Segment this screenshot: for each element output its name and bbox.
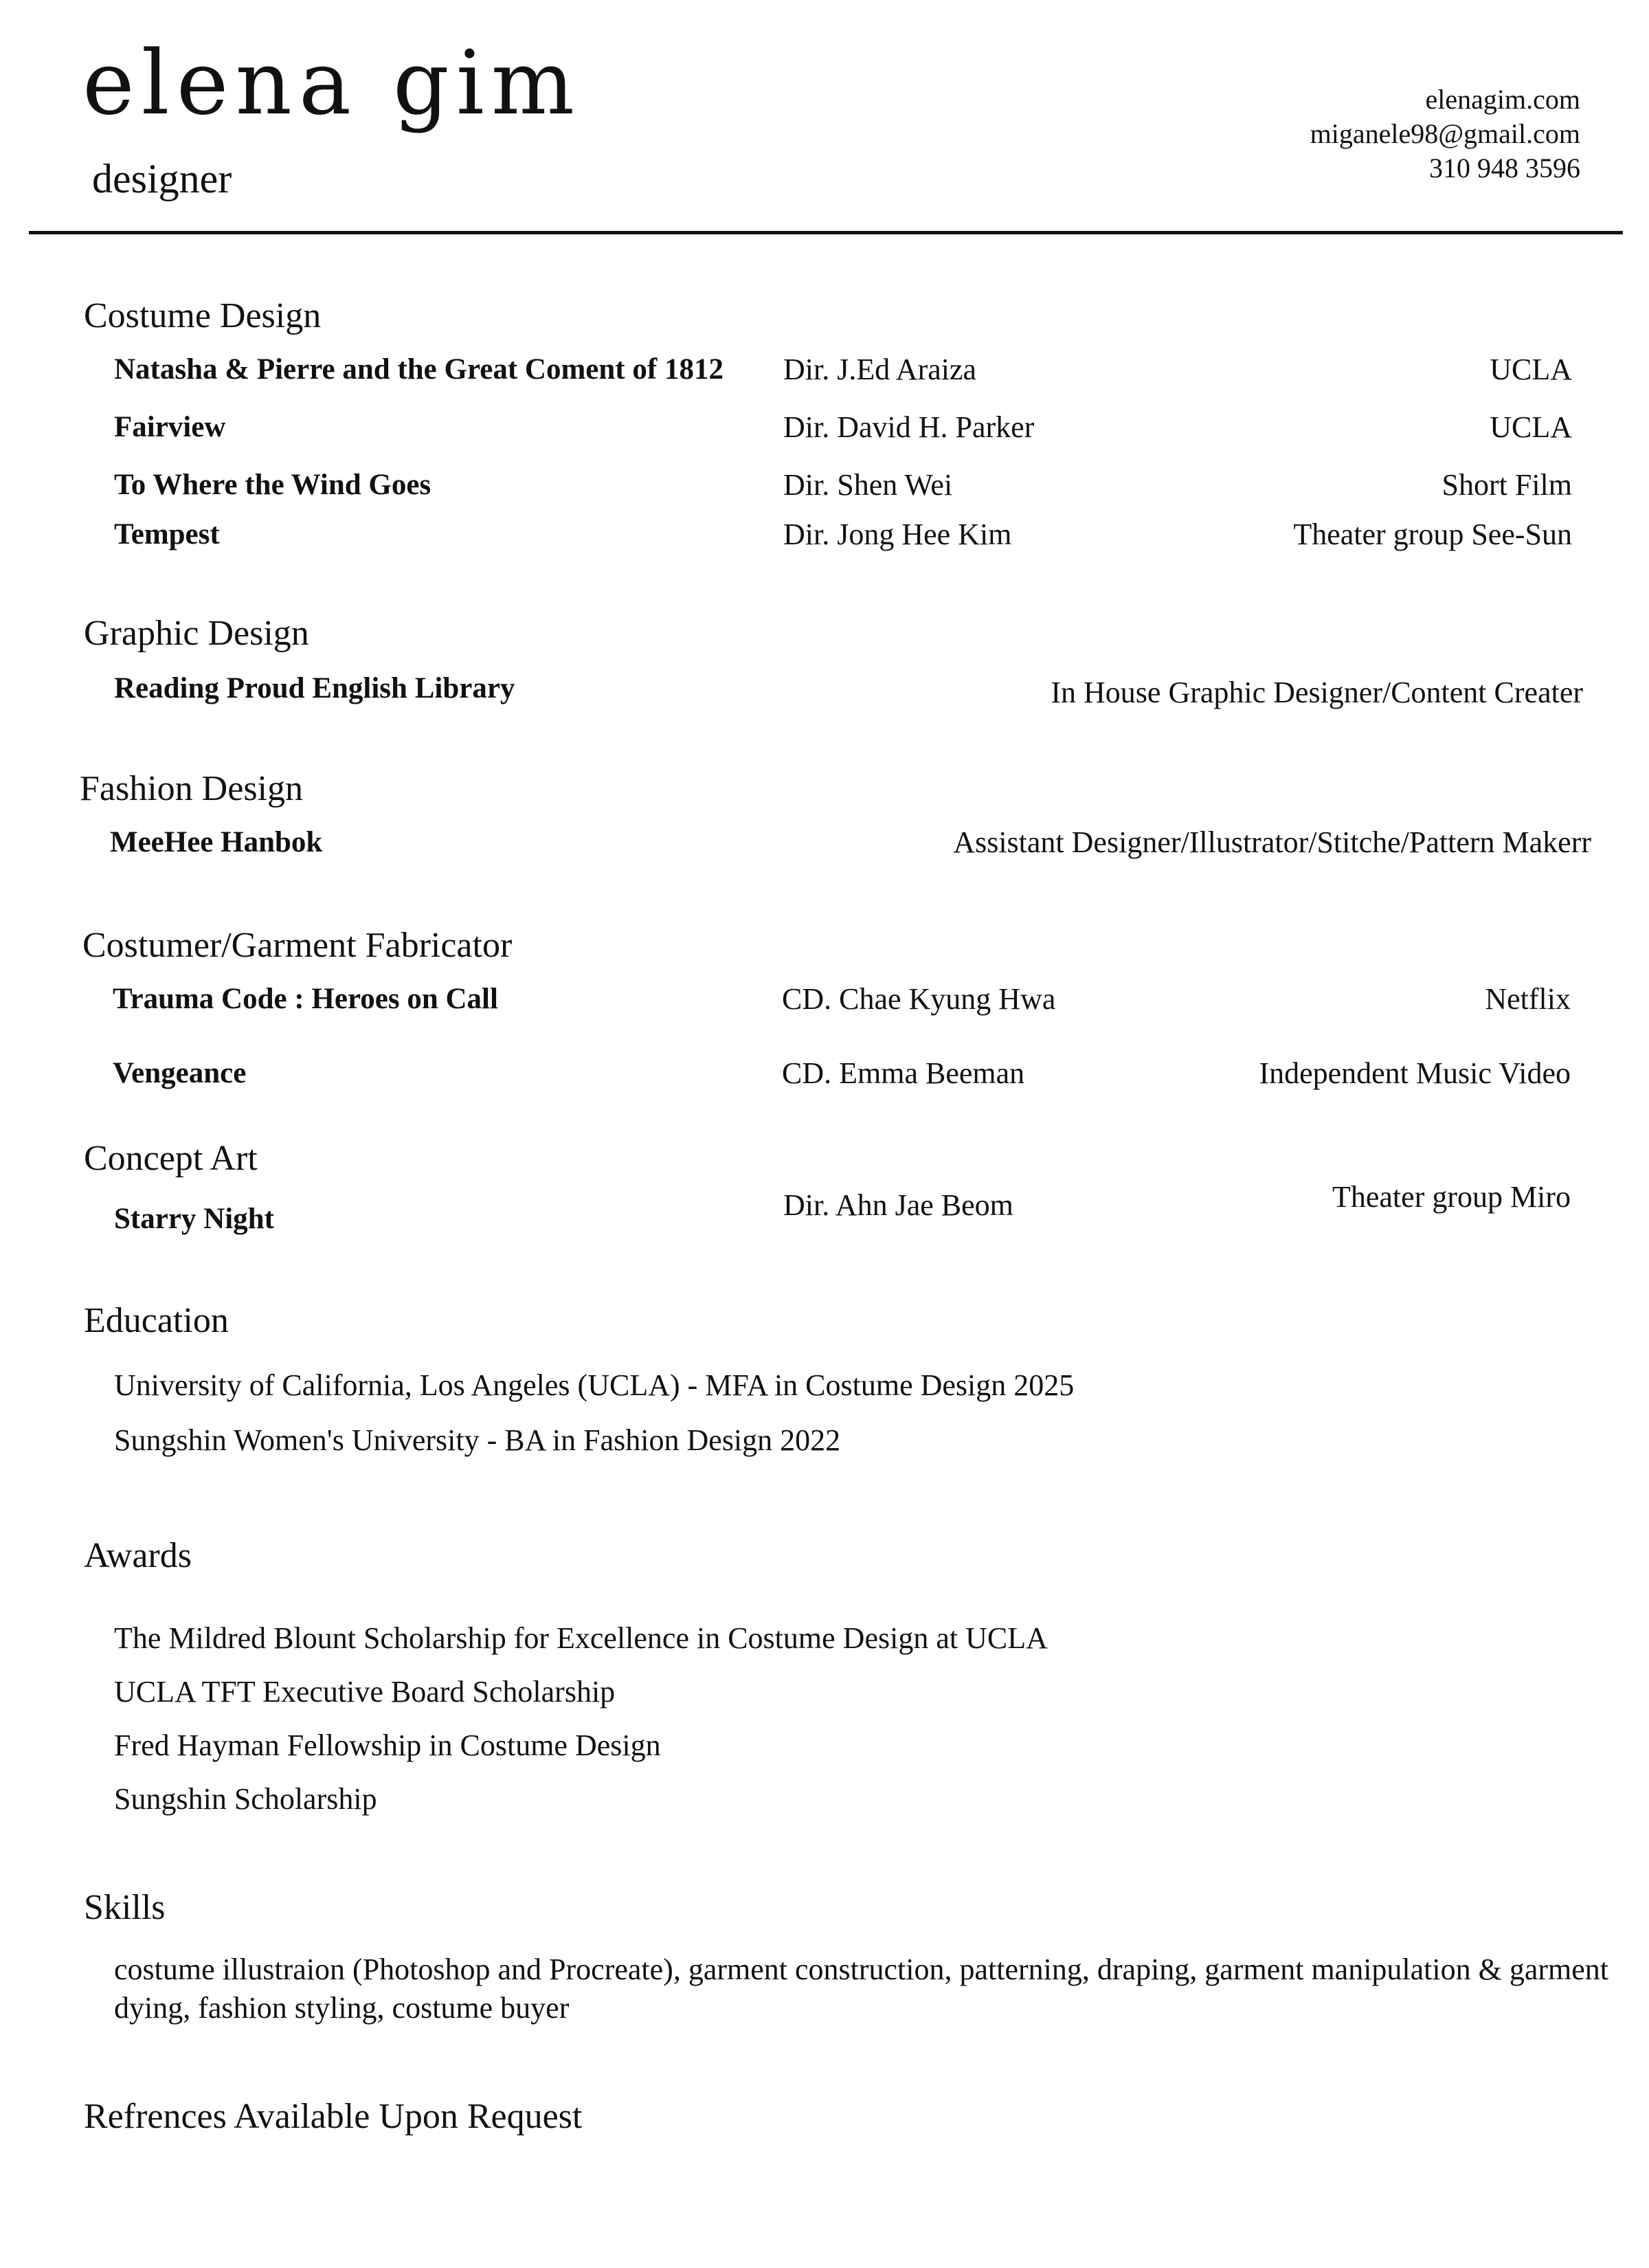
concept-art-heading: Concept Art bbox=[84, 1139, 258, 1178]
costume-row-org: Short Film bbox=[1442, 468, 1572, 502]
skills-heading: Skills bbox=[84, 1888, 166, 1927]
skills-text: costume illustraion (Photoshop and Procreate), garment construction, patterning, draping, garment manipulation & garment dying, fashion styling, costume buyer bbox=[114, 1953, 1609, 2025]
concept-art-title: Starry Night bbox=[114, 1203, 274, 1235]
costume-row-director: Dir. J.Ed Araiza bbox=[783, 353, 977, 386]
awards-heading: Awards bbox=[84, 1536, 192, 1575]
fabricator-heading: Costumer/Garment Fabricator bbox=[82, 926, 513, 965]
fabricator-row-org: Netflix bbox=[1485, 982, 1571, 1016]
fashion-design-heading: Fashion Design bbox=[80, 769, 303, 808]
award-item: The Mildred Blount Scholarship for Excellence in Costume Design at UCLA bbox=[114, 1621, 1048, 1655]
fashion-design-title: MeeHee Hanbok bbox=[110, 826, 323, 858]
costume-row-org: UCLA bbox=[1490, 410, 1572, 444]
fabricator-row-director: CD. Emma Beeman bbox=[782, 1056, 1025, 1090]
graphic-design-heading: Graphic Design bbox=[84, 614, 309, 653]
costume-row-title: Natasha & Pierre and the Great Coment of 1812 bbox=[114, 353, 723, 386]
graphic-design-title: Reading Proud English Library bbox=[114, 672, 515, 704]
costume-row-org: Theater group See-Sun bbox=[1293, 518, 1572, 551]
costume-row-org: UCLA bbox=[1490, 353, 1572, 386]
fabricator-row-org: Independent Music Video bbox=[1259, 1056, 1571, 1090]
fabricator-row-title: Vengeance bbox=[113, 1057, 247, 1089]
fabricator-row-title: Trauma Code : Heroes on Call bbox=[113, 983, 498, 1015]
award-item: UCLA TFT Executive Board Scholarship bbox=[114, 1675, 616, 1709]
award-item: Sungshin Scholarship bbox=[114, 1782, 377, 1816]
references-note: Refrences Available Upon Request bbox=[84, 2097, 583, 2136]
name-heading: elena gim bbox=[82, 32, 582, 135]
costume-row-director: Dir. Jong Hee Kim bbox=[783, 518, 1012, 551]
header-divider bbox=[29, 231, 1623, 234]
costume-row-title: Tempest bbox=[114, 518, 220, 551]
phone-text: 310 948 3596 bbox=[1429, 153, 1580, 184]
costume-row-title: Fairview bbox=[114, 411, 226, 443]
costume-design-heading: Costume Design bbox=[84, 296, 322, 335]
fashion-design-position: Assistant Designer/Illustrator/Stitche/Pattern Makerr bbox=[953, 825, 1591, 859]
award-item: Fred Hayman Fellowship in Costume Design bbox=[114, 1728, 661, 1762]
graphic-design-position: In House Graphic Designer/Content Creater bbox=[1051, 676, 1583, 709]
costume-row-title: To Where the Wind Goes bbox=[114, 469, 431, 501]
concept-art-org: Theater group Miro bbox=[1332, 1180, 1571, 1214]
education-heading: Education bbox=[84, 1301, 229, 1340]
education-item: Sungshin Women's University - BA in Fashion Design 2022 bbox=[114, 1423, 841, 1457]
costume-row-director: Dir. Shen Wei bbox=[783, 468, 953, 502]
website-link[interactable]: elenagim.com bbox=[1425, 84, 1580, 115]
education-item: University of California, Los Angeles (UCLA) - MFA in Costume Design 2025 bbox=[114, 1368, 1075, 1402]
email-link[interactable]: miganele98@gmail.com bbox=[1310, 118, 1580, 149]
costume-row-director: Dir. David H. Parker bbox=[783, 410, 1035, 444]
fabricator-row-director: CD. Chae Kyung Hwa bbox=[782, 982, 1056, 1016]
concept-art-director: Dir. Ahn Jae Beom bbox=[783, 1188, 1013, 1222]
contact-block bbox=[1310, 82, 1580, 186]
role-subtitle: designer bbox=[92, 156, 232, 201]
